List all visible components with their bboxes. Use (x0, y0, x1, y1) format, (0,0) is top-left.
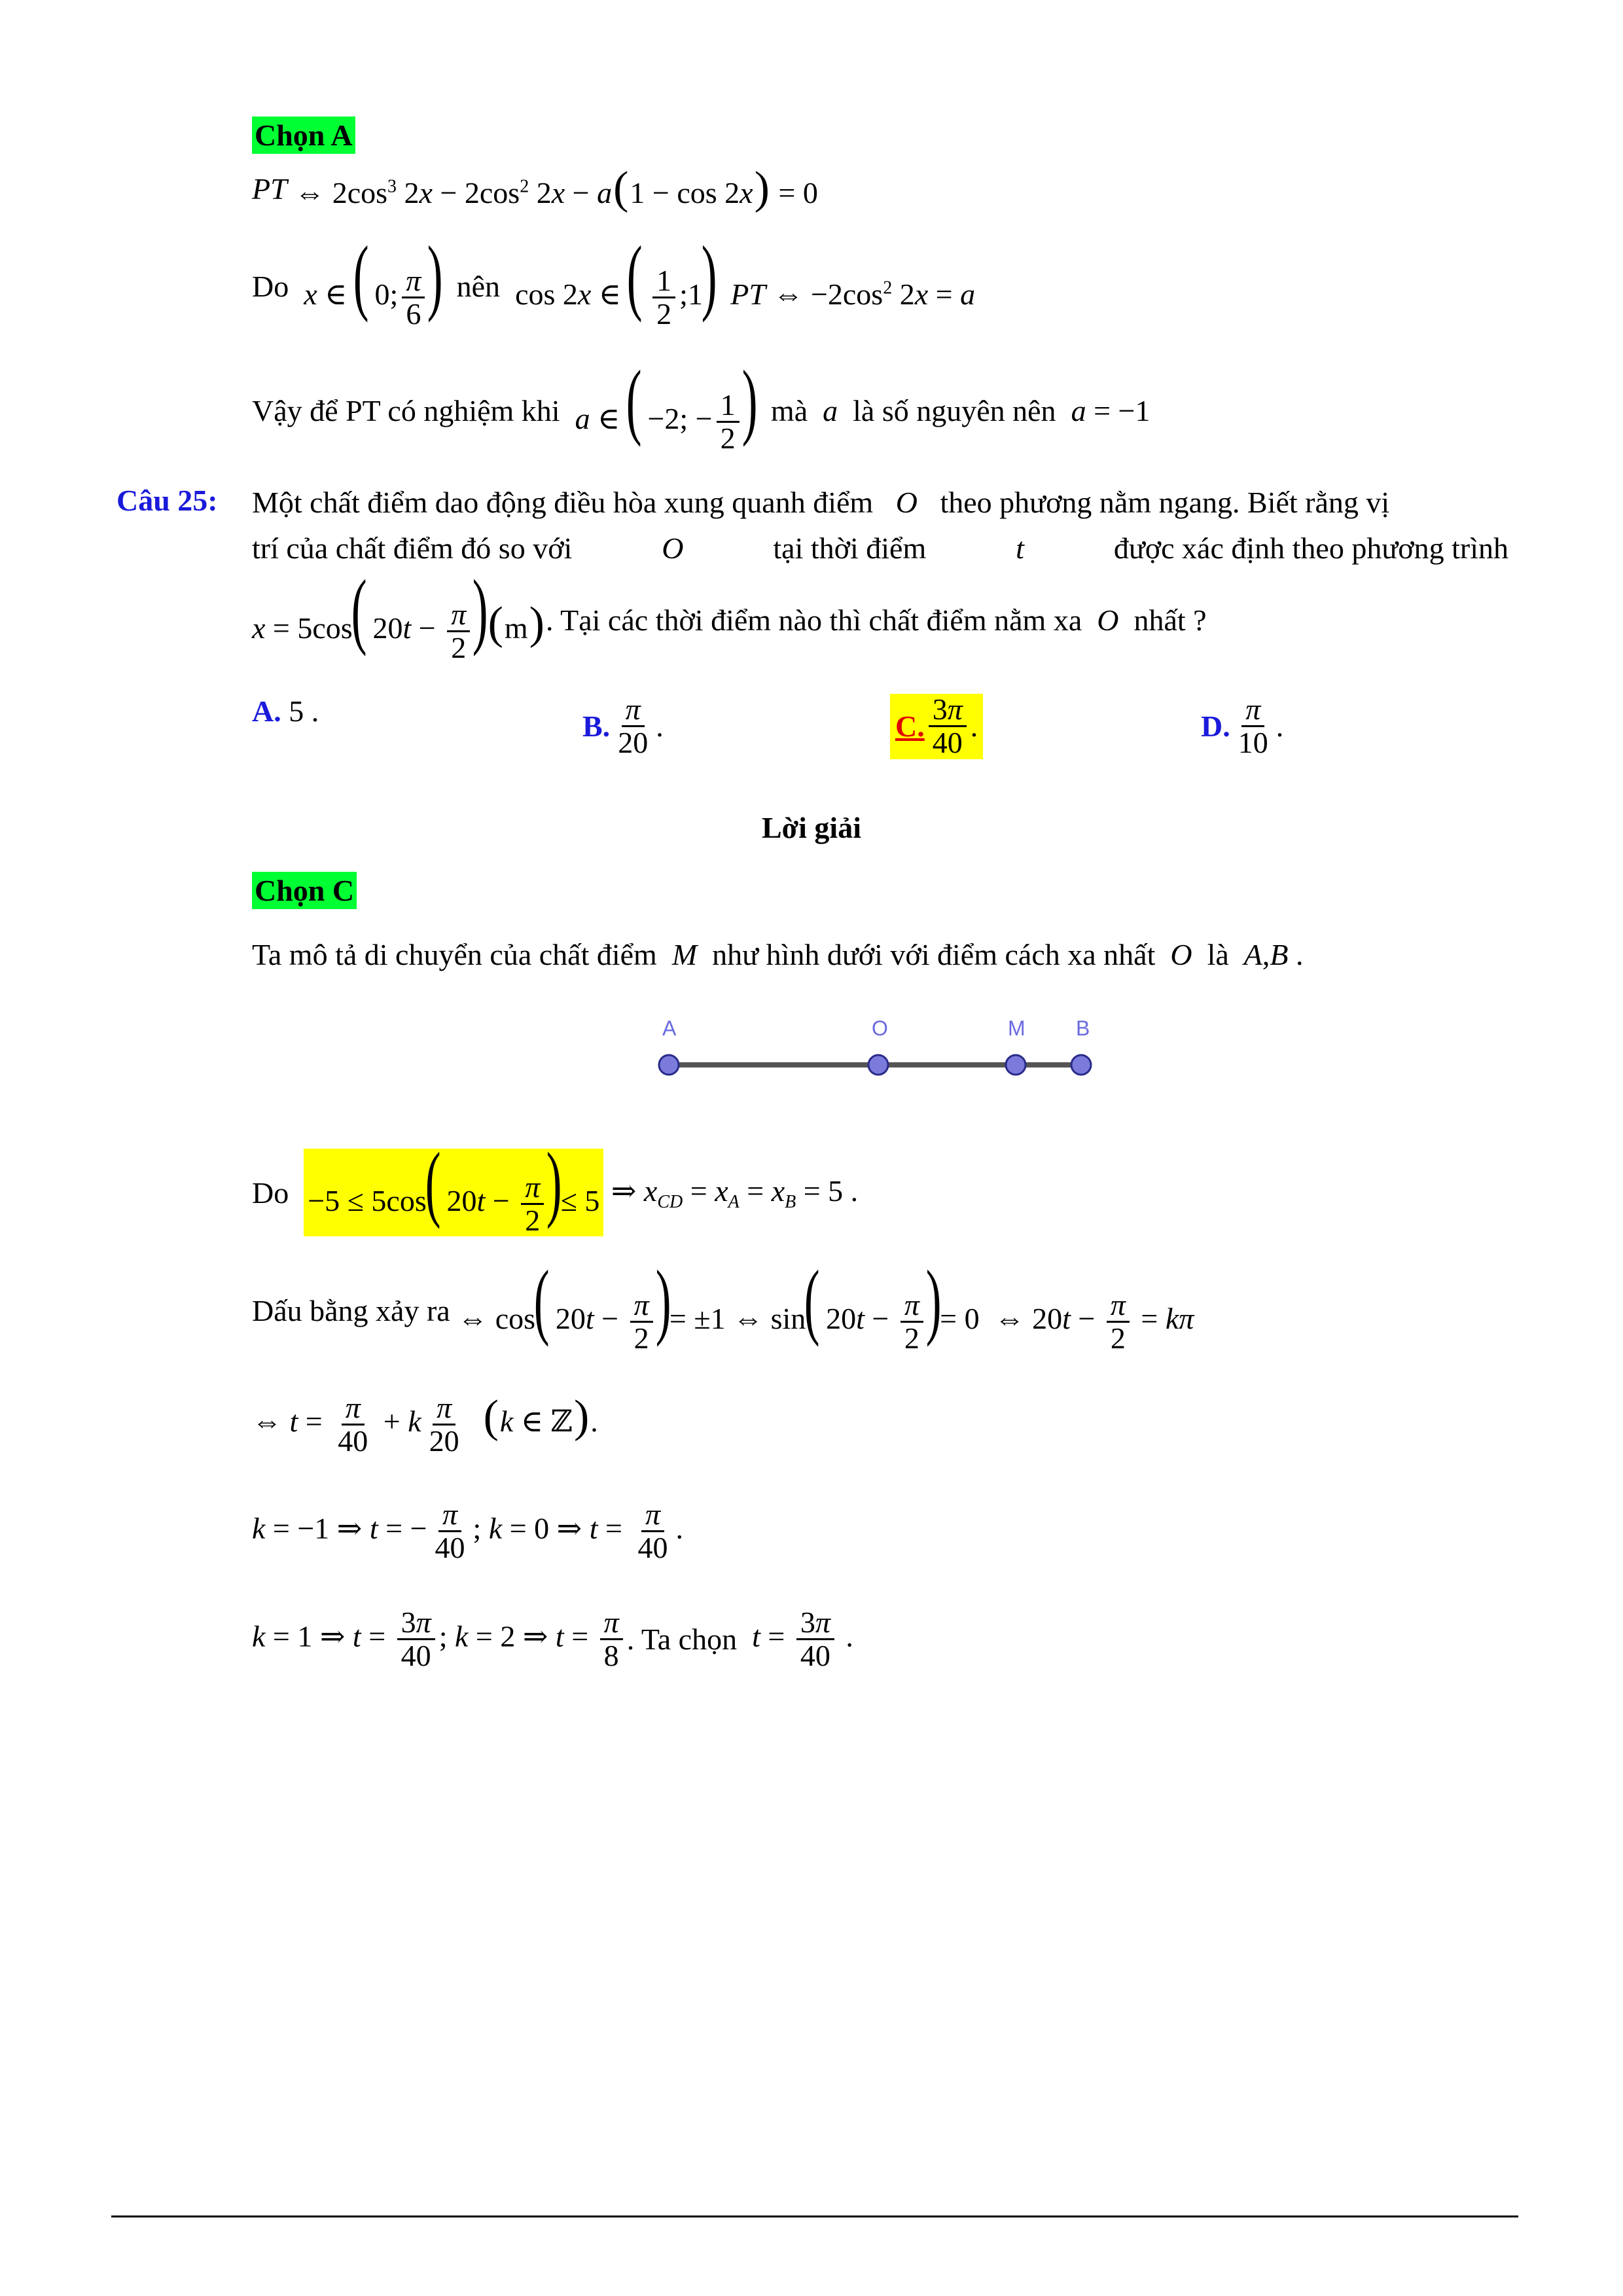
equation-k-values-2: k = 1 ⇒ t = $\frac{3\pi}{40}$ ; k = 2 ⇒ t = $\frac{\pi}{8}$ . Ta chọn t = $\frac{3\pi}{40}$ . (252, 1605, 853, 1673)
label-m: M (1008, 1016, 1026, 1040)
question-text-line1: Một chất điểm dao động điều hòa xung quanh điểm O theo phương nằm ngang. Biết rằng vị (252, 486, 1390, 519)
equation-do-1: Do x ∈ ( 0; $\frac{\pi}{6}$ ) nên cos 2x ∈ ( $\frac{1}{2}$ ;1) PT ⇔ $-2\cos^2$ 2x = a (252, 229, 976, 331)
equation-do-2: Do −5 ≤ 5cos( 20t − $\frac{\pi}{2}$ )≤ 5 ⇒ $x_{CD} = x_A = x_B = 5$ . (252, 1136, 859, 1237)
label-a: A (662, 1016, 677, 1040)
equation-t-general: ⇔ t = $\frac{\pi}{40}$ + k $\frac{\pi}{20}$ (k ∈ ℤ). (252, 1390, 598, 1458)
label-b: B (1076, 1016, 1090, 1040)
option-d[interactable]: D. $\frac{\pi}{10}$ . (1201, 692, 1284, 760)
option-b[interactable]: B. $\frac{\pi}{20}$ . (582, 692, 664, 760)
question-text-line2: trí của chất điểm đó so với O tại thời điểm t được xác định theo phương trình (252, 531, 1508, 565)
point-o (868, 1055, 888, 1075)
question-text-line3: x = 5cos( 20t − $\frac{\pi}{2}$ )(m) . Tại các thời điểm nào thì chất điểm nằm xa O nhất ? (252, 563, 1207, 664)
equation-k-values-1: k = −1 ⇒ t = − $\frac{\pi}{40}$ ; k = 0 ⇒ t = $\frac{\pi}{40}$ . (252, 1498, 683, 1565)
point-a (659, 1055, 679, 1075)
solution-title: Lời giải (762, 811, 861, 844)
answer-marker-c: Chọn C (252, 872, 357, 909)
description-line: Ta mô tả di chuyển của chất điểm M như hình dưới với điểm cách xa nhất O là A , B . (252, 938, 1304, 971)
answer-marker-a: Chọn A (252, 117, 355, 154)
footer-divider (111, 2215, 1518, 2217)
segment-diagram (648, 1014, 1119, 1086)
point-m (1006, 1055, 1026, 1075)
label-o: O (872, 1016, 888, 1040)
question-number: Câu 25: (116, 484, 218, 517)
equation-vay: Vậy để PT có nghiệm khi a ∈ ( −2; − $\frac{1}{2}$ ) mà a là số nguyên nên a = −1 (252, 353, 1150, 455)
equation-pt-1: PT ⇔ $2\cos^3$ $2x - 2\cos^2$ 2x − a(1 − cos 2x) = 0 (252, 163, 818, 213)
equation-dau-bang: Dấu bằng xảy ra ⇔ cos( 20t − $\frac{\pi}{2}$ )= ±1 ⇔ sin( 20t − $\frac{\pi}{2}$ )= 0 ⇔ 20t − $\frac{\pi}{2}$ = kπ (252, 1253, 1194, 1355)
point-b (1071, 1055, 1091, 1075)
option-c[interactable]: C. $\frac{3\pi}{40}$ . (890, 694, 983, 759)
option-a[interactable]: A. 5 . (252, 694, 319, 728)
chon-c-line (252, 872, 357, 909)
chon-a-line (252, 117, 355, 154)
